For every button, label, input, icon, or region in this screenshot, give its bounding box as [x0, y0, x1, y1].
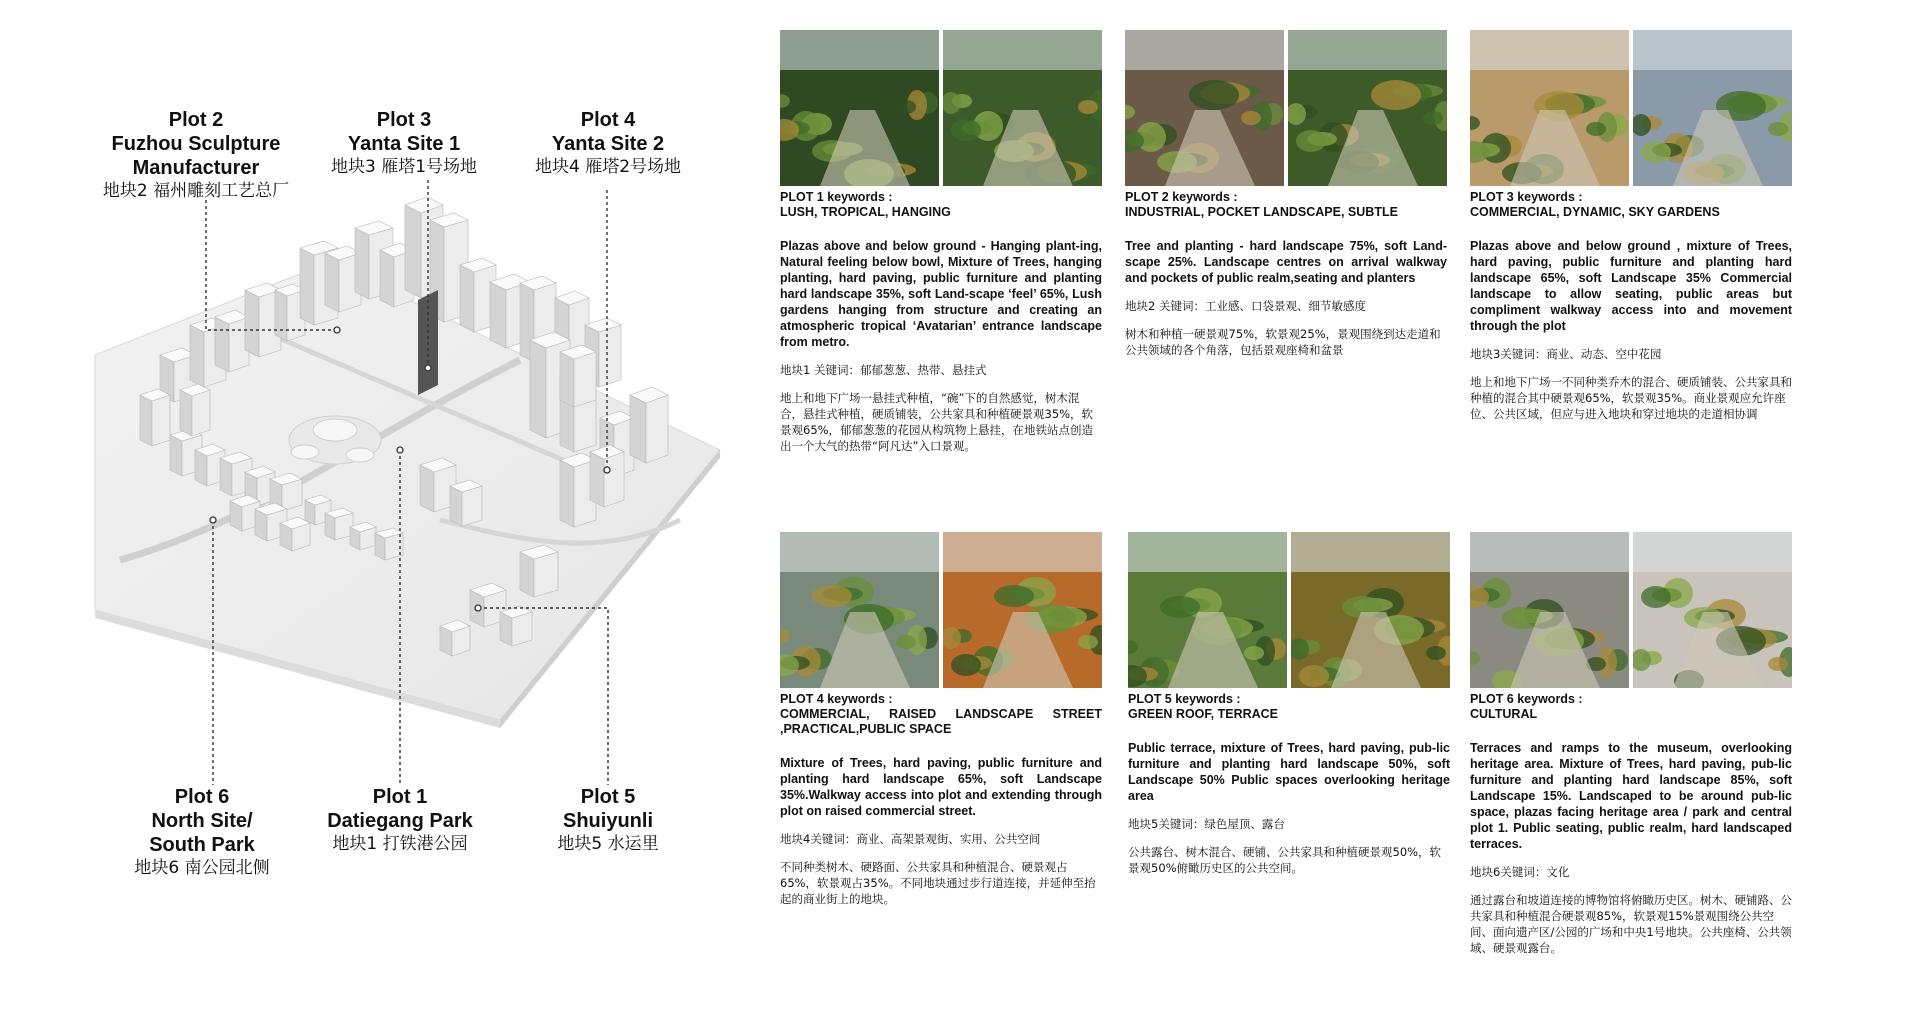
plot4-panel	[780, 532, 1102, 907]
plot1-panel	[780, 30, 1102, 454]
building-block	[630, 395, 646, 463]
plot2-title-line1: Plot 2	[168, 109, 224, 131]
plot3-photo-2	[1633, 30, 1792, 186]
plot6-title-line1: Plot 6	[174, 786, 230, 808]
plot4-description: Mixture of Trees, hard paving, public furniture and planting hard landscape 65%, soft Landscape 35%.Walkway access into plot and extending through plot on raised commercial street.	[780, 756, 1102, 818]
building-block	[490, 282, 506, 348]
plot6-photo-1	[1470, 532, 1629, 688]
building-block	[380, 250, 394, 307]
plot3-title-line1: Plot 3	[376, 109, 432, 131]
plot3-title-line2: Yanta Site 1	[347, 133, 461, 155]
landscape-photo	[943, 532, 1102, 688]
plot6-title-line2: North Site/	[151, 810, 253, 832]
building-block	[300, 248, 314, 325]
plot5-title-line1: Plot 5	[580, 786, 636, 808]
plot5-cn-keywords: 地块5关键词：绿色屋顶、露台	[1128, 817, 1285, 831]
plot4-label	[488, 108, 728, 178]
plot3-photos	[1470, 30, 1792, 186]
landscape-photo	[1633, 30, 1792, 186]
building-block	[560, 460, 574, 527]
plot1-keywords-title: PLOT 1 keywords :	[780, 190, 893, 204]
landscape-photo	[1470, 30, 1629, 186]
plot1-title-line1: Plot 1	[372, 786, 428, 808]
landscape-photo	[1125, 30, 1284, 186]
plot4-photo-1	[780, 532, 939, 688]
building-block	[275, 290, 287, 341]
plot2-description: Tree and planting - hard landscape 75%, soft Land-scape 25%. Landscape centres on arrival walkway and pockets of public realm,seating and planters	[1125, 239, 1447, 285]
plot2-keywords: INDUSTRIAL, POCKET LANDSCAPE, SUBTLE	[1125, 205, 1398, 219]
plot6-photos	[1470, 532, 1792, 688]
plot5-keywords-title: PLOT 5 keywords :	[1128, 692, 1241, 706]
plot4-cn-label: 地块4 雁塔2号场地	[534, 157, 682, 177]
building-block	[215, 317, 229, 372]
building-block	[140, 395, 152, 446]
plot4-title-line2: Yanta Site 2	[551, 133, 665, 155]
plot4-title-line1: Plot 4	[580, 109, 636, 131]
plot2-keywords-title: PLOT 2 keywords :	[1125, 190, 1238, 204]
plot2-photo-1	[1125, 30, 1284, 186]
landscape-photo	[1128, 532, 1287, 688]
landscape-photo	[1470, 532, 1629, 688]
landscape-photo	[1633, 532, 1792, 688]
plot1-keywords: LUSH, TROPICAL, HANGING	[780, 205, 951, 219]
plot6-keywords: CULTURAL	[1470, 707, 1538, 721]
plot6-cn-label: 地块6 南公园北侧	[134, 858, 270, 878]
building-block	[405, 205, 421, 298]
plot3-description: Plazas above and below ground , mixture of Trees, hard paving, public furniture and planting hard landscape 65%, soft Landscape 35% Commercial landscape to allow seating, public areas but compliment walkway access into and movement through the plot	[1470, 239, 1792, 333]
building-block	[180, 390, 192, 436]
plot2-photos	[1125, 30, 1447, 186]
plot4-photos	[780, 532, 1102, 688]
plot2-photo-2	[1288, 30, 1447, 186]
plot6-cn-keywords: 地块6关键词：文化	[1470, 865, 1570, 879]
plot3-cn-label: 地块3 雁塔1号场地	[330, 157, 478, 177]
plot6-keywords-title: PLOT 6 keywords :	[1470, 692, 1583, 706]
plot2-panel	[1125, 30, 1447, 358]
building-block	[355, 228, 369, 299]
building-block	[520, 552, 534, 597]
plot1-photo-1	[780, 30, 939, 186]
site-map	[0, 0, 740, 1011]
plot2-cn-label: 地块2 福州雕刻工艺总厂	[102, 181, 290, 201]
plot4-photo-2	[943, 532, 1102, 688]
plot4-cn-description: 不同种类树木、硬路面、公共家具和种植混合、硬景观占65%，软景观占35%。不同地块通过步行道连接，并延伸至抬起的商业街上的地块。	[780, 860, 1096, 906]
plot6-cn-description: 通过露台和坡道连接的博物馆将俯瞰历史区。树木、硬铺路、公共家具和种植混合硬景观85%，软景观15%景观围绕公共空间、面向遗产区/公园的广场和中央1号地块。公共座椅、公共领域、硬景观露台。	[1470, 893, 1792, 955]
plot5-title-line2: Shuiyunli	[563, 810, 653, 832]
ground-plane	[95, 262, 720, 720]
plot2-cn-description: 树木和种植一硬景观75%，软景观25%，景观围绕到达走道和公共领域的各个角落，包括景观座椅和盆景	[1125, 327, 1441, 357]
plot1-photos	[780, 30, 1102, 186]
building-block	[460, 265, 474, 332]
plot2-label	[76, 108, 316, 202]
plot5-photos	[1128, 532, 1450, 688]
building-block	[220, 458, 232, 496]
landscape-photo	[1288, 30, 1447, 186]
plot2-title-line2: Fuzhou Sculpture	[111, 133, 281, 155]
plot6-title-line3: South Park	[149, 834, 255, 856]
building-block	[325, 253, 339, 312]
plot1-description: Plazas above and below ground - Hanging plant-ing, Natural feeling below bowl, Mixture of Trees, hanging planting, hard paving, public furniture and planting hard landscape 35%, soft Land-scape ‘feel’ 65%, Lush gardens hanging from structure and creating an atmospheric tropical ‘Avatarian’ entrance landscape from metro.	[780, 239, 1102, 349]
plot2-title-line3: Manufacturer	[132, 157, 260, 179]
plot1-cn-description: 地上和地下广场一悬挂式种植，“碗”下的自然感觉，树木混合，悬挂式种植，硬质铺装，公共家具和种植硬景观35%，软景观65%，郁郁葱葱的花园从构筑物上悬挂，在地铁站点创造出一个大气的热带“阿凡达”入口景观。	[780, 391, 1094, 453]
plot5-label	[488, 785, 728, 855]
plot3-photo-1	[1470, 30, 1629, 186]
plot4-keywords: COMMERCIAL, RAISED LANDSCAPE STREET ,PRACTICAL,PUBLIC SPACE	[780, 707, 1102, 736]
landscape-photo	[780, 30, 939, 186]
plot3-keywords: COMMERCIAL, DYNAMIC, SKY GARDENS	[1470, 205, 1720, 219]
plot1-cn-keywords: 地块1 关键词：郁郁葱葱、热带、悬挂式	[780, 363, 987, 377]
building-block	[245, 290, 259, 357]
plot5-panel	[1128, 532, 1450, 876]
plot5-keywords: GREEN ROOF, TERRACE	[1128, 707, 1279, 721]
building-block	[450, 486, 462, 526]
plot4-keywords-title: PLOT 4 keywords :	[780, 692, 893, 706]
plot1-label	[280, 785, 520, 855]
plot6-description: Terraces and ramps to the museum, overlooking heritage area. Mixture of Trees, hard paving, pub-lic furniture and planting hard landscape 85%, soft Landscape 15%. Landscaped to be around pub-lic space, plazas facing heritage area / park and central plot 1. Public seating, public realm, hard landscaped terraces.	[1470, 741, 1792, 851]
plot3-cn-description: 地上和地下广场一不同种类乔木的混合、硬质铺装、公共家具和种植的混合其中硬景观65%，软景观35%。商业景观应允许座位、公共区域，但应与进入地块和穿过地块的走道相协调	[1470, 375, 1792, 421]
plot1-photo-2	[943, 30, 1102, 186]
landscape-photo	[943, 30, 1102, 186]
building-block	[420, 465, 434, 512]
plot5-photo-1	[1128, 532, 1287, 688]
building-block	[190, 325, 204, 387]
plot6-photo-2	[1633, 532, 1792, 688]
plot3-panel	[1470, 30, 1792, 422]
plot5-cn-description: 公共露台、树木混合、硬铺、公共家具和种植硬景观50%，软景观50%俯瞰历史区的公共空间。	[1128, 845, 1442, 875]
landscape-photo	[780, 532, 939, 688]
plot1-title-line2: Datiegang Park	[327, 810, 473, 832]
building-block	[590, 452, 604, 507]
plot4-cn-keywords: 地块4关键词：商业、高架景观街、实用、公共空间	[780, 832, 1041, 846]
plot5-cn-label: 地块5 水运里	[557, 834, 659, 854]
plot6-panel	[1470, 532, 1792, 956]
landscape-photo	[1291, 532, 1450, 688]
plot5-description: Public terrace, mixture of Trees, hard paving, pub-lic furniture and planting hard landscape 50%, soft Landscape 50% Public spaces overlooking heritage area	[1128, 741, 1450, 803]
plot1-cn-label: 地块1 打铁港公园	[332, 834, 468, 854]
plot3-cn-keywords: 地块3关键词：商业、动态、空中花园	[1470, 347, 1662, 361]
building-block	[560, 352, 574, 407]
plot3-keywords-title: PLOT 3 keywords :	[1470, 190, 1583, 204]
plot2-cn-keywords: 地块2 关键词：工业感、口袋景观、细节敏感度	[1125, 299, 1366, 313]
plot5-photo-2	[1291, 532, 1450, 688]
building-block	[530, 340, 546, 438]
building-block	[170, 435, 182, 476]
